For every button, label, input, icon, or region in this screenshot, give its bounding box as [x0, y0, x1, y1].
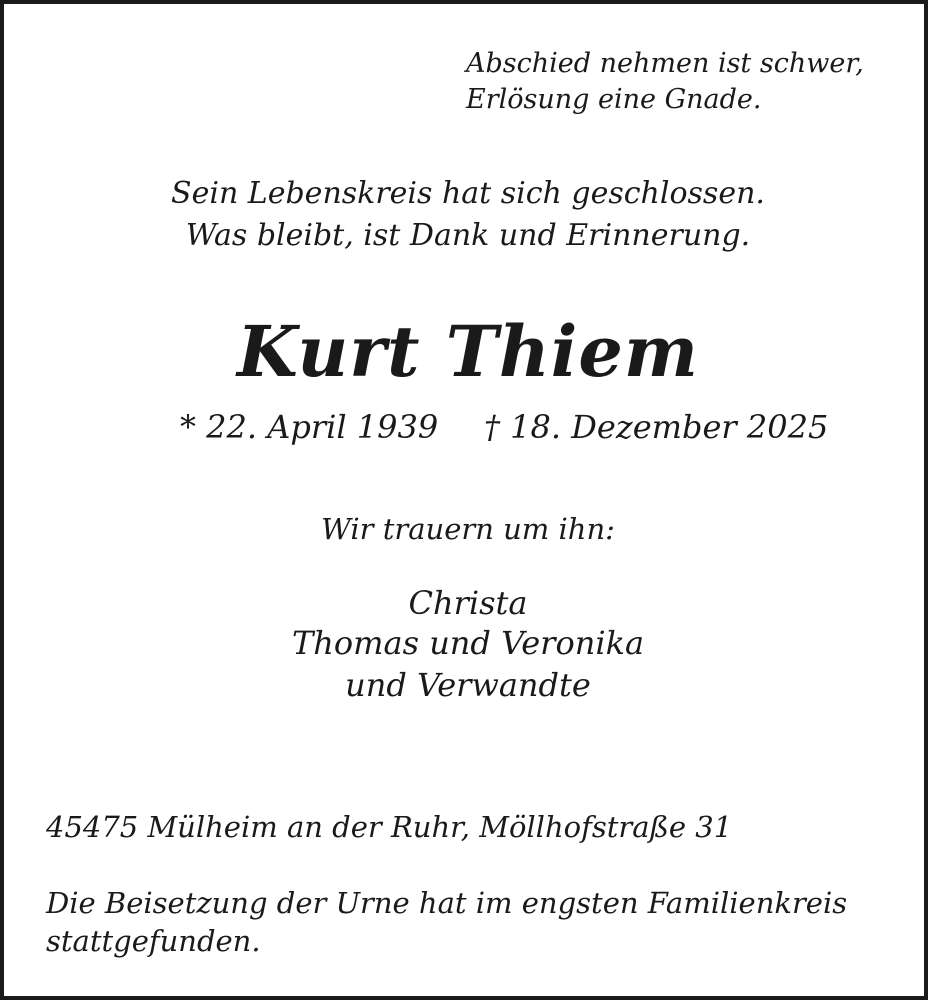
- address: 45475 Mülheim an der Ruhr, Möllhofstraße 31: [46, 810, 733, 844]
- death-date: † 18. Dezember 2025: [484, 408, 829, 446]
- motto-line-2: Erlösung eine Gnade.: [466, 84, 762, 115]
- quote-line-1: Sein Lebenskreis hat sich geschlossen.: [171, 176, 765, 211]
- notice-line-2: stattgefunden.: [46, 924, 261, 958]
- mourning-intro: Wir trauern um ihn:: [321, 512, 615, 546]
- deceased-name: Kurt Thiem: [237, 310, 699, 393]
- mourner-name: Christa: [408, 584, 528, 622]
- birth-date: * 22. April 1939: [180, 408, 439, 446]
- mourner-name: Thomas und Veronika: [291, 624, 645, 662]
- motto-line-1: Abschied nehmen ist schwer,: [466, 48, 864, 79]
- mourner-name: und Verwandte: [345, 666, 591, 704]
- notice-line-1: Die Beisetzung der Urne hat im engsten Familienkreis: [46, 886, 848, 920]
- quote-line-2: Was bleibt, ist Dank und Erinnerung.: [185, 218, 751, 253]
